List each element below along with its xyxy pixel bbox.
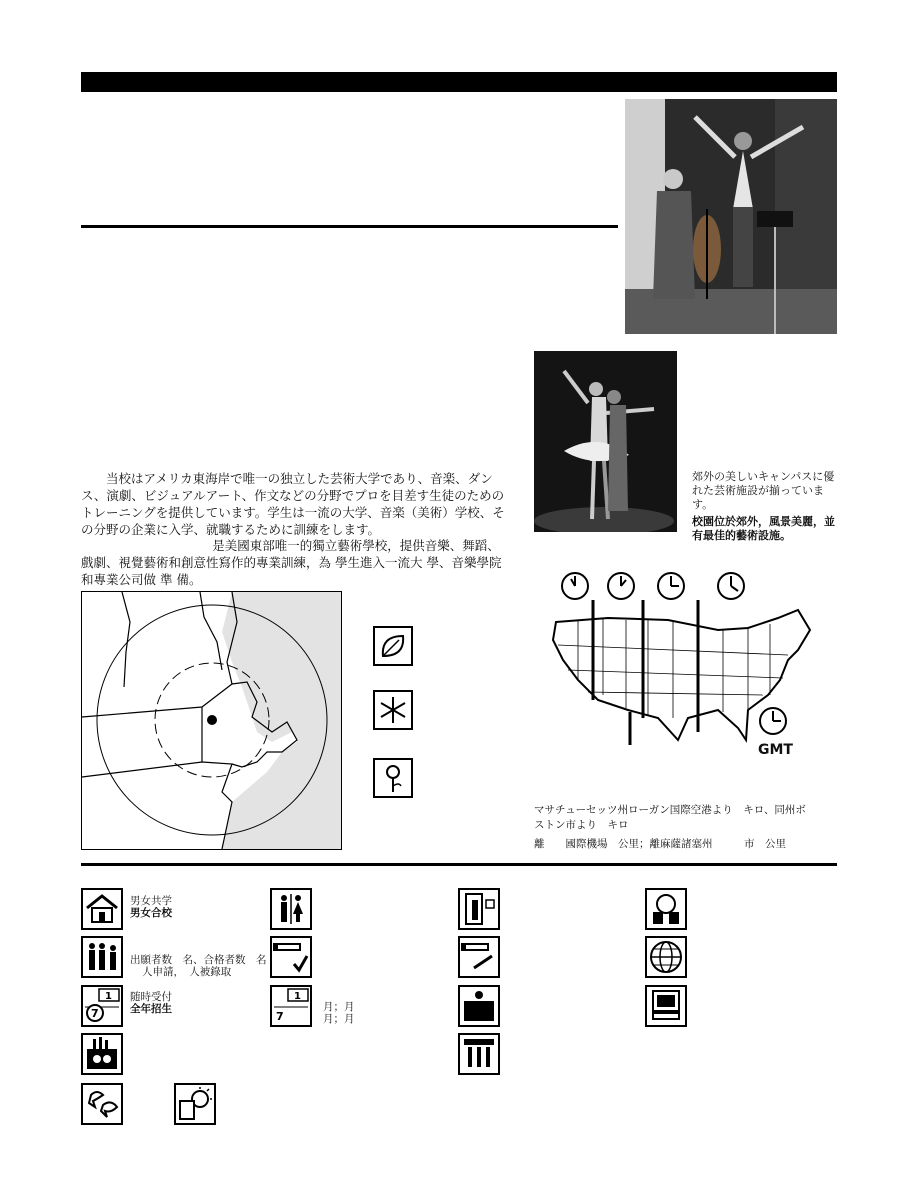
dates-line-2: 月；月 [323, 1013, 355, 1025]
airport-distance [534, 803, 834, 852]
dates-line-1: 月；月 [323, 1001, 355, 1013]
svg-text:1: 1 [294, 991, 301, 1002]
globe-icon [645, 936, 687, 978]
clock-icon [606, 571, 636, 601]
application-form-icon [270, 936, 312, 978]
applicants-zh: 人申請， 人被錄取 [142, 966, 232, 978]
computer-icon [645, 985, 687, 1027]
admission-ja: 随時受付 [130, 991, 172, 1003]
gmt-label: GMT [758, 742, 793, 758]
applicants-icon [81, 936, 123, 978]
admission-zh: 全年招生 [130, 1003, 172, 1015]
leaf-icon [373, 626, 413, 666]
ballet-photo [534, 351, 677, 532]
snowflake-icon [373, 690, 413, 730]
dates-text [323, 1001, 355, 1025]
coed-ja: 男女共学 [130, 895, 172, 907]
intro-paragraph-ja [81, 470, 511, 538]
gmt-clock-icon [758, 706, 788, 736]
campus-caption-ja: 郊外の美しいキャンパスに優れた芸術施設が揃っています。 [692, 470, 835, 511]
restroom-icon [270, 888, 312, 930]
intro-text-ja: 当校はアメリカ東海岸で唯一の独立した芸術大学であり、音楽、ダンス、演劇、ビジュアルアート、作文などの分野でプロを目差す生徒のためのトレーニングを提供しています。学生は一流の大学、音楽（美術）学校、その分野の企業に入学、就職するために訓練をします。 [81, 471, 505, 537]
airport-distance-ja-2: ストン市より キロ [534, 819, 629, 831]
intro-paragraph-zh: 是美國東部唯一的獨立藝術學校，提供音樂、舞蹈、戲劇、視覺藝術和創意性寫作的專業訓練，為 學生進入一流大 學、音樂學院和專業公司做 準 備。 [81, 538, 502, 587]
calendar-icon [270, 985, 312, 1027]
campus-caption [692, 470, 842, 543]
header-band [81, 72, 837, 92]
campus-caption-zh: 校園位於郊外，風景美麗，並有最佳的藝術設施。 [692, 515, 835, 542]
svg-text:7: 7 [91, 1007, 99, 1020]
language-icon [81, 1083, 123, 1125]
clock-icon [656, 571, 686, 601]
svg-text:7: 7 [276, 1010, 284, 1023]
flower-icon [373, 758, 413, 798]
coed-text [130, 895, 172, 919]
admission-text [130, 991, 172, 1015]
audition-icon [81, 1033, 123, 1075]
dormitory-icon [458, 888, 500, 930]
interview-icon [458, 985, 500, 1027]
coed-zh: 男女合校 [130, 907, 172, 919]
applicants-ja: 出願者数 名、合格者数 名 [130, 954, 267, 966]
school-icon [81, 888, 123, 930]
svg-text:1: 1 [105, 991, 112, 1002]
airport-distance-ja-1: マサチューセッツ州ローガン国際空港より キロ、同州ボ [534, 804, 806, 816]
clock-icon [716, 571, 746, 601]
calendar-clock-icon [81, 985, 123, 1027]
music-lesson-photo [625, 99, 837, 334]
international-students-icon [645, 888, 687, 930]
building-columns-icon [458, 1033, 500, 1075]
airport-distance-zh: 離 國際機場 公里；離麻薩諸塞州 市 公里 [534, 838, 786, 850]
summer-program-icon [174, 1083, 216, 1125]
clock-icon [560, 571, 590, 601]
essay-icon [458, 936, 500, 978]
applicants-text [130, 954, 267, 978]
section-rule [81, 863, 837, 866]
section-rule [81, 225, 618, 228]
regional-map [81, 591, 342, 850]
